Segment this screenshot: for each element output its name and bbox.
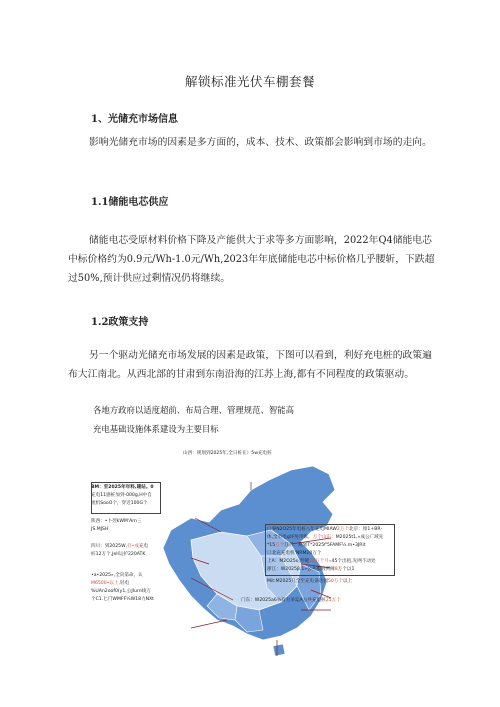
- paragraph-2: 储能电芯受原材料价格下降及产能供大于求等多方面影响，2022年Q4储能电芯中标价格约为0.9元/Wh-1.0元/Wh,2023年年底储能电芯中标价格几乎腰斩，下跌超过50%,预计供应过剩情况仍将继续。: [68, 235, 435, 284]
- figure-title-line-1: 各地方政府以适度超前、布局合理、管理规范、智能高: [93, 405, 294, 415]
- section-heading-1-2: 1.2政策支持: [91, 317, 149, 328]
- callout-east-list: 口零N2O25年电桩八年充电MIAW2万个北京：推1+BR· 体,全市电g坏免用帐，万个山东：M2025t1,»成公广域先 *15万个江苏：规划T*2025f'5FAMF¼.m•3JRit 口北充充电机'NRM20万个 上A：M2O25o,形键20万个月»45个出租,先网不动处 浙江：W2025β.1»公共服锻例薄8万个以1: [267, 527, 384, 572]
- callout-frame-bm: [91, 482, 161, 514]
- callout-shaanxi: 陕西：•卜翌kWM'Arn三 JS.MJSH: [91, 519, 142, 532]
- callout-yunnan: •a•2025»,全向第命，认 M6500•以上,轻电 %UAn2oof0(y1,公Jlurn线万 个C1.匕门WMFF¼W18力NXt: [91, 573, 154, 602]
- callout-sichuan: 四川：到2025W,打•成充电 桩12万个,Jell运护220ATK: [91, 544, 149, 557]
- policy-map-figure: [91, 404, 409, 666]
- figure-title-line-2: 充电基础设施体系建设为主要目标: [93, 424, 219, 434]
- callout-guangxi: Mit:M2025几全至充电条达到50万个以上: [267, 579, 353, 584]
- page-title: 解锁标准光伏车棚套餐: [184, 74, 315, 89]
- paragraph-3: 另一个驱动光储充市场发展的因素是政策，下图可以看到，利好充电桩的政策遍布大江南北。从西北部的甘肃到东南沿海的江苏上海,都有不同程度的政策驱动。: [68, 350, 432, 380]
- callout-guangdong: 门东：W2025a6⅜有力争迄A公共充电桩25万个: [241, 598, 341, 603]
- callout-frame-east: [265, 524, 395, 576]
- section-heading-1-1: 1.1储能电芯供应: [91, 197, 169, 208]
- callout-bm: BM：至2025年年料,建站。0 充电11感桩加到-000g,H中自 流机SooO个，穿近100G个: [91, 485, 154, 506]
- section-heading-1: 1、光储充市场信息: [91, 114, 178, 125]
- paragraph-1: 影响光储充市场的因素是多方面的，成本、技术、政策都会影响到市场的走向。: [89, 137, 432, 148]
- callout-shanxi: 山西：规划到2025年,全日桩在）5w充电桩: [183, 451, 272, 456]
